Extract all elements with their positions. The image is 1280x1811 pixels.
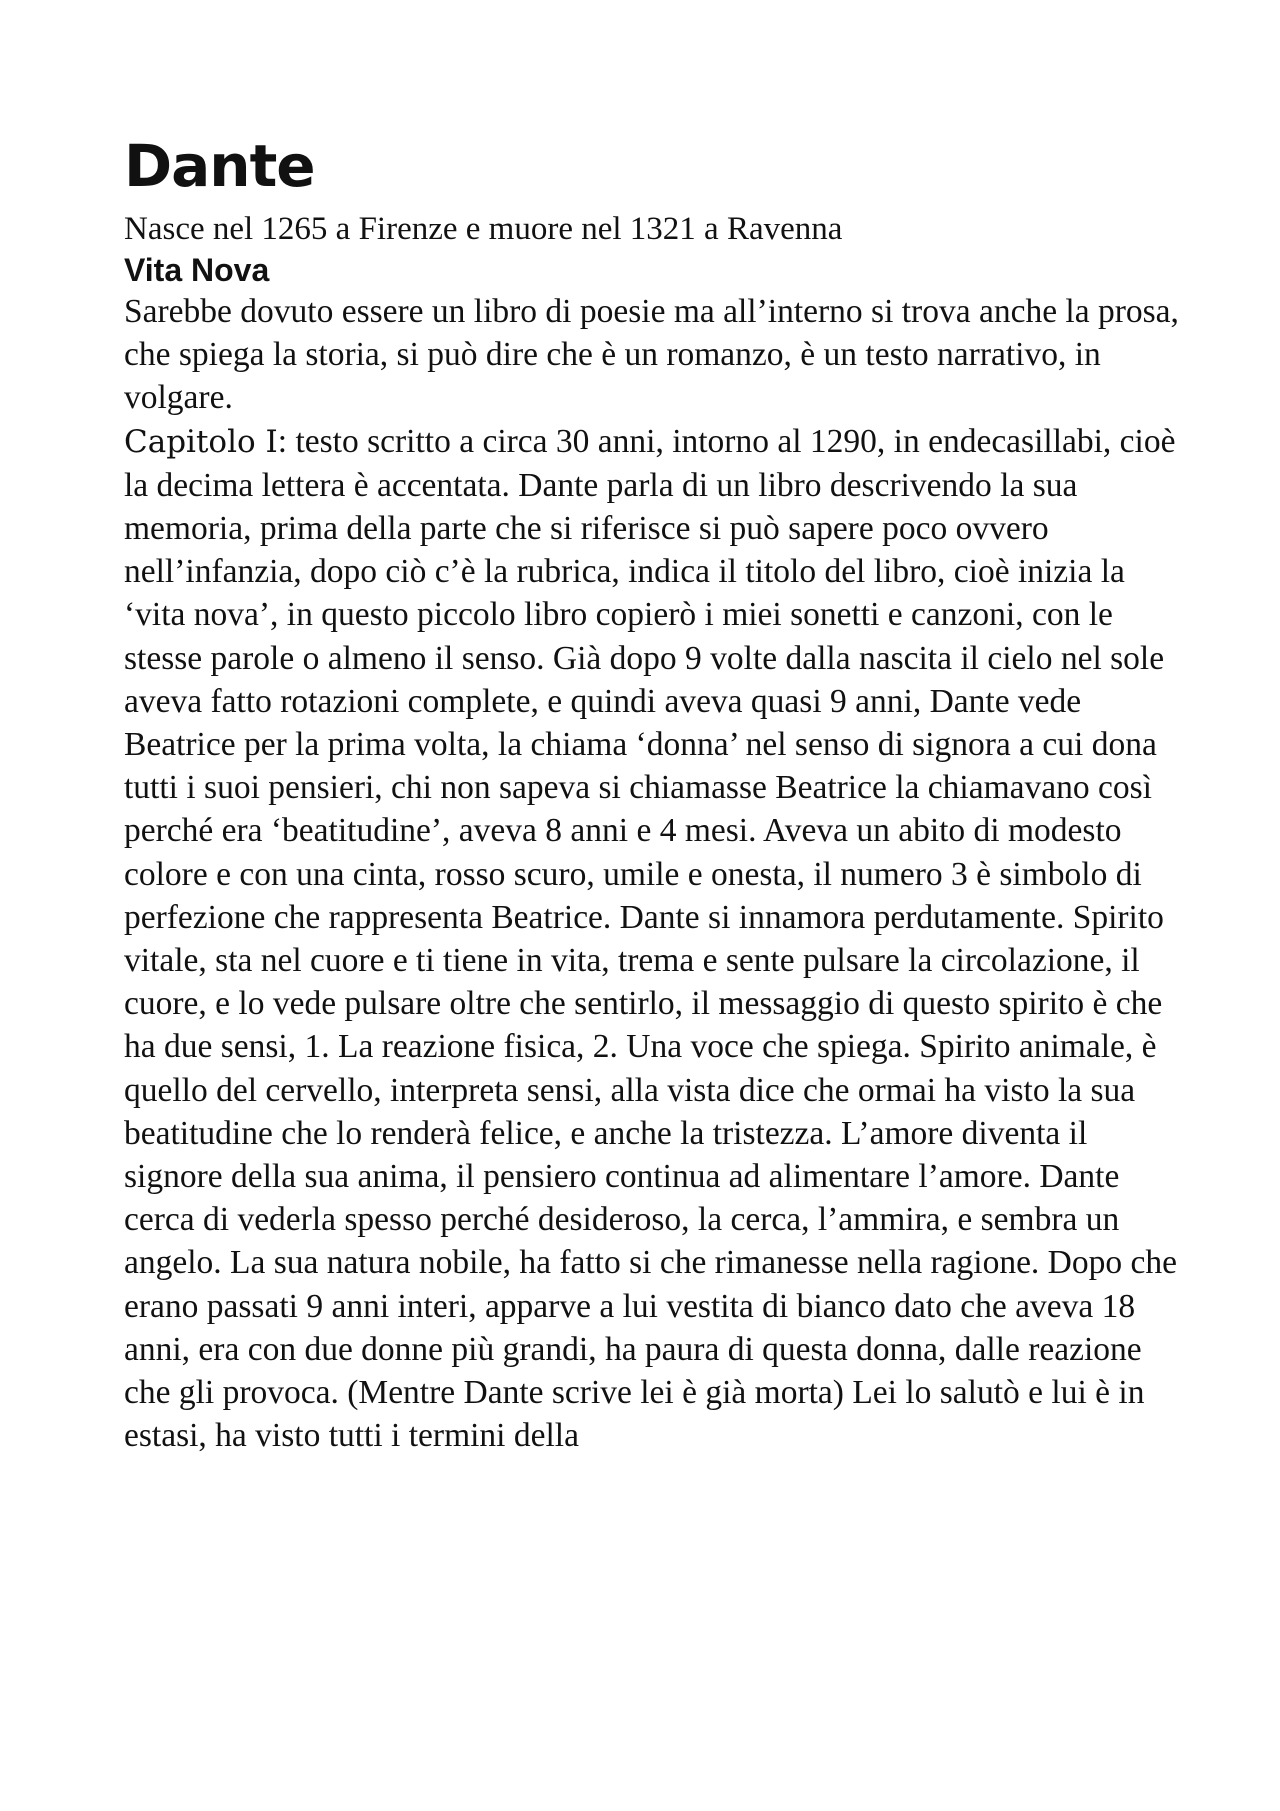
document-subtitle: Nasce nel 1265 a Firenze e muore nel 1321 a Ravenna xyxy=(124,211,843,247)
document-page xyxy=(124,130,1184,1457)
chapter-paragraph xyxy=(124,420,1184,1458)
intro-paragraph: Sarebbe dovuto essere un libro di poesie ma all’interno si trova anche la prosa, che spiega la storia, si può dire che è un romanzo, è un testo narrativo, in volgare. xyxy=(124,293,1179,417)
chapter-text: testo scritto a circa 30 anni, intorno al 1290, in endecasillabi, cioè la decima lettera è accentata. Dante parla di un libro descrivendo la sua memoria, prima della parte che si riferisce si può sapere poco ovvero nell’infanzia, dopo ciò c’è la rubrica, indica il titolo del libro, cioè inizia la ‘vita nova’, in questo piccolo libro copierò i miei sonetti e canzoni, con le stesse parole o almeno il senso. Già dopo 9 volte dalla nascita il cielo nel sole aveva fatto rotazioni complete, e quindi aveva quasi 9 anni, Dante vede Beatrice per la prima volta, la chiama ‘donna’ nel senso di signora a cui dona tutti i suoi pensieri, chi non sapeva si chiamasse Beatrice la chiamavano così perché era ‘beatitudine’, aveva 8 anni e 4 mesi. Aveva un abito di modesto colore e con una cinta, rosso scuro, umile e onesta, il numero 3 è simbolo di perfezione che rappresenta Beatrice. Dante si innamora perdutamente. Spirito vitale, sta nel cuore e ti tiene in vita, trema e sente pulsare la circolazione, il cuore, e lo vede pulsare oltre che sentirlo, il messaggio di questo spirito è che ha due sensi, 1. La reazione fisica, 2. Una voce che spiega. Spirito animale, è quello del cervello, interpreta sensi, alla vista dice che ormai ha visto la sua beatitudine che lo renderà felice, e anche la tristezza. L’amore diventa il signore della sua anima, il pensiero continua ad alimentare l’amore. Dante cerca di vederla spesso perché desideroso, la cerca, l’ammira, e sembra un angelo. La sua natura nobile, ha fatto si che rimanesse nella ragione. Dopo che erano passati 9 anni interi, apparve a lui vestita di bianco dato che aveva 18 anni, era con due donne più grandi, ha paura di questa donna, dalle reazione che gli provoca. (Mentre Dante scrive lei è già morta) Lei lo salutò e lui è in estasi, ha visto tutti i termini della xyxy=(124,422,1177,1455)
section-heading: Vita Nova xyxy=(124,252,270,288)
chapter-separator: : xyxy=(277,422,288,460)
document-title: Dante xyxy=(124,132,315,200)
chapter-label: Capitolo I xyxy=(124,423,278,460)
